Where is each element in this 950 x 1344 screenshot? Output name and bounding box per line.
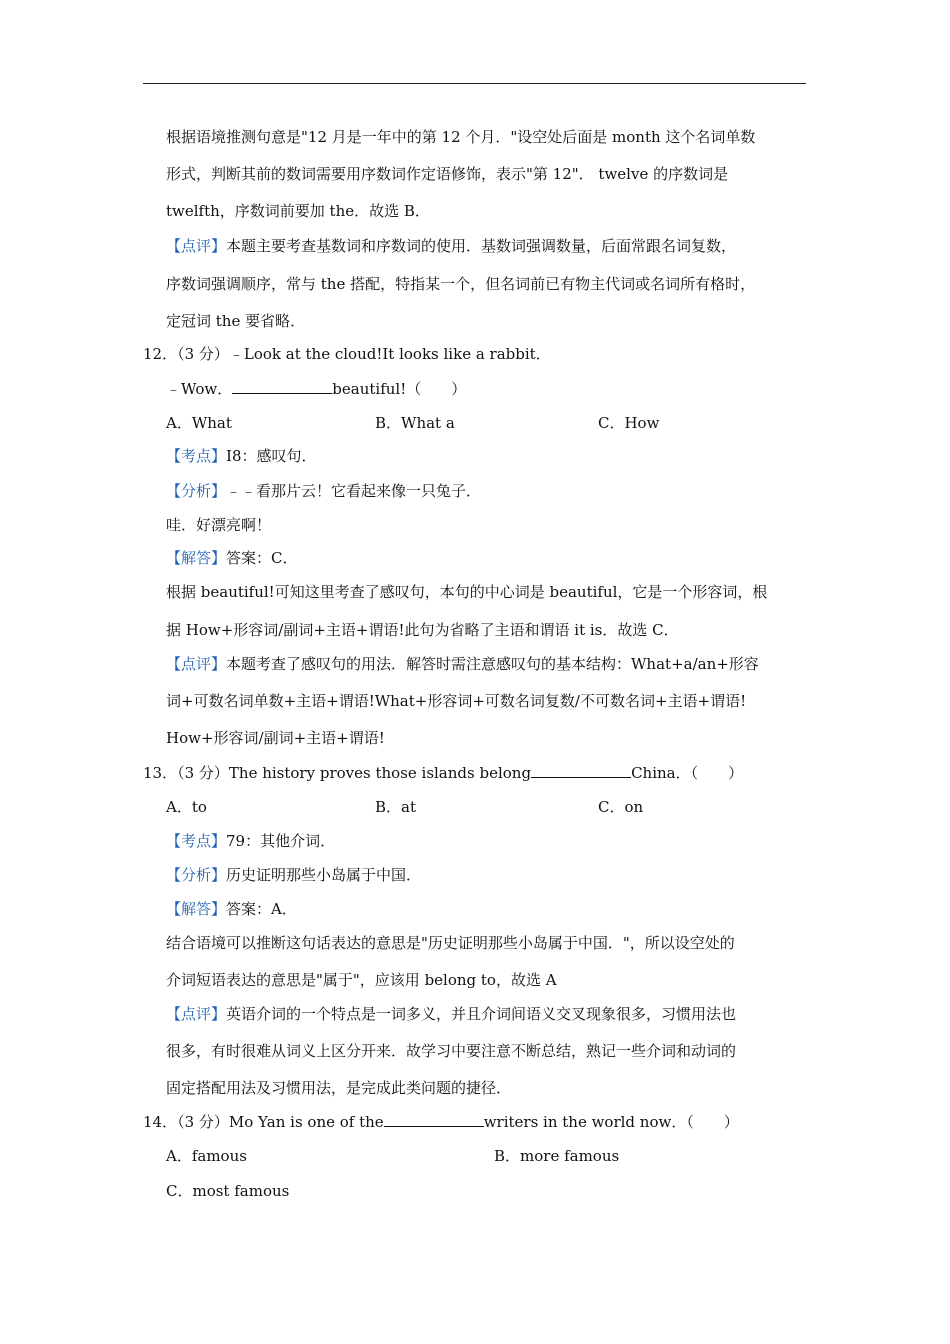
jieda-line xyxy=(166,899,297,919)
option-a[interactable]: A．What xyxy=(166,414,232,432)
option-c[interactable]: C．How xyxy=(598,414,660,432)
option-b[interactable]: B．more famous xyxy=(494,1147,620,1165)
fenxi-text: ﹣﹣看那片云！它看起来像一只兔子． xyxy=(226,482,482,500)
stem-text: writers in the world now．（ ） xyxy=(483,1113,739,1131)
kaodian-line xyxy=(166,831,335,851)
text-line: 根据 beautiful!可知这里考查了感叹句，本句的中心词是 beautiful，它是一个形容词，根 xyxy=(166,583,768,601)
stem-text: 14．（3 分）Mo Yan is one of the xyxy=(143,1113,384,1131)
comment-line xyxy=(166,236,736,256)
text-line: 根据语境推测句意是"12 月是一年中的第 12 个月．"设空处后面是 month 这个名词单数 xyxy=(166,128,756,146)
jieda-tag: 【解答】 xyxy=(166,549,227,567)
text-line: 哇．好漂亮啊！ xyxy=(166,516,272,534)
text-line: 序数词强调顺序，常与 the 搭配，特指某一个，但名词前已有物主代词或名词所有格时， xyxy=(166,275,756,293)
option-a[interactable]: A．to xyxy=(166,798,207,816)
question-14-stem xyxy=(143,1112,739,1132)
text-line: 介词短语表达的意思是"属于"，应该用 belong to，故选 A xyxy=(166,971,557,989)
answer-blank[interactable] xyxy=(531,763,631,778)
kaodian-tag: 【考点】 xyxy=(166,447,227,465)
text-line: 很多，有时很难从词义上区分开来．故学习中要注意不断总结，熟记一些介词和动词的 xyxy=(166,1042,737,1060)
fenxi-text: 历史证明那些小岛属于中国． xyxy=(226,866,422,884)
jieda-line xyxy=(166,548,298,568)
text-line: twelfth，序数词前要加 the．故选 B． xyxy=(166,202,430,220)
answer-blank[interactable] xyxy=(232,379,332,394)
kaodian-tag: 【考点】 xyxy=(166,832,227,850)
fenxi-tag: 【分析】 xyxy=(166,866,227,884)
option-c[interactable]: C．most famous xyxy=(166,1182,290,1200)
jieda-text: 答案：C． xyxy=(226,549,298,567)
option-b[interactable]: B．What a xyxy=(375,414,455,432)
stem-text: China．（ ） xyxy=(631,764,744,782)
text-line: 定冠词 the 要省略． xyxy=(166,312,306,330)
comment-line xyxy=(166,1004,736,1024)
comment-tag: 【点评】 xyxy=(166,655,227,673)
text-line: 结合语境可以推断这句话表达的意思是"历史证明那些小岛属于中国．"，所以设空处的 xyxy=(166,934,735,952)
comment-tag: 【点评】 xyxy=(166,1005,227,1023)
text-line: 据 How+形容词/副词+主语+谓语!此句为省略了主语和谓语 it is．故选 C． xyxy=(166,621,679,639)
comment-tag: 【点评】 xyxy=(166,237,227,255)
jieda-tag: 【解答】 xyxy=(166,900,227,918)
fenxi-tag: 【分析】 xyxy=(166,482,227,500)
question-13-stem xyxy=(143,763,743,783)
kaodian-text: I8：感叹句． xyxy=(226,447,317,465)
stem-text: 13．（3 分）The history proves those islands belong xyxy=(143,764,532,782)
comment-text: 本题考查了感叹句的用法．解答时需注意感叹句的基本结构：What+a/an+形容 xyxy=(226,655,759,673)
comment-text: 英语介词的一个特点是一词多义，并且介词间语义交叉现象很多，习惯用法也 xyxy=(226,1005,737,1023)
text-line: 形式，判断其前的数词需要用序数词作定语修饰，表示"第 12"． twelve 的序数词是 xyxy=(166,165,729,183)
kaodian-text: 79：其他介词． xyxy=(226,832,336,850)
fenxi-line xyxy=(166,865,421,885)
question-12-stem: 12．（3 分）﹣Look at the cloud!It looks like a rabbit． xyxy=(143,345,551,363)
text-line: How+形容词/副词+主语+谓语! xyxy=(166,729,385,747)
header-rule xyxy=(143,83,806,84)
question-12-line-2 xyxy=(166,379,466,399)
answer-blank[interactable] xyxy=(384,1112,484,1127)
option-a[interactable]: A．famous xyxy=(166,1147,247,1165)
option-c[interactable]: C．on xyxy=(598,798,644,816)
text-line: 固定搭配用法及习惯用法，是完成此类问题的捷径． xyxy=(166,1079,512,1097)
jieda-text: 答案：A． xyxy=(226,900,297,918)
comment-line xyxy=(166,654,759,674)
kaodian-line xyxy=(166,446,317,466)
stem-text: beautiful!（ ） xyxy=(332,380,467,398)
stem-text: ﹣Wow． xyxy=(166,380,233,398)
text-line: 词+可数名词单数+主语+谓语!What+形容词+可数名词复数/不可数名词+主语+谓语! xyxy=(166,692,747,710)
option-b[interactable]: B．at xyxy=(375,798,416,816)
comment-text: 本题主要考查基数词和序数词的使用．基数词强调数量，后面常跟名词复数， xyxy=(226,237,737,255)
fenxi-line xyxy=(166,481,481,501)
